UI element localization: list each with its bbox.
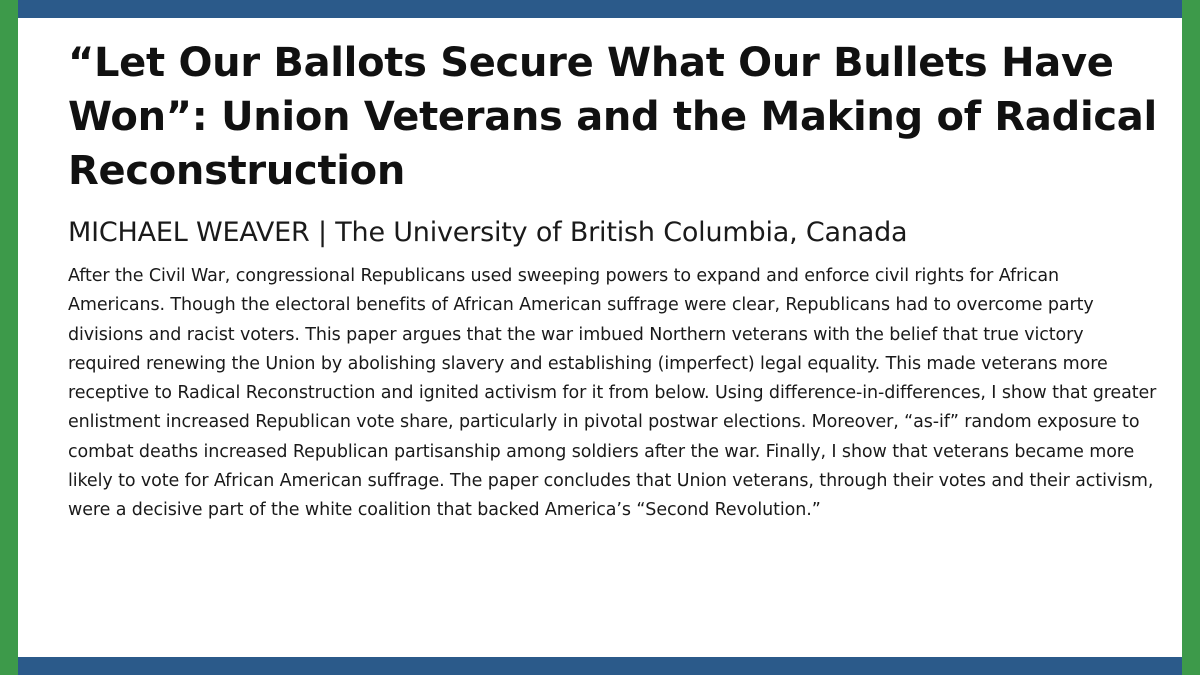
byline: [68, 215, 1158, 251]
article-title: “Let Our Ballots Secure What Our Bullets Have Won”: Union Veterans and the Making of Radical Reconstruction: [68, 40, 1157, 194]
left-border: [0, 0, 18, 675]
article-card: [68, 36, 1158, 526]
bottom-border: [18, 657, 1182, 675]
article-abstract: After the Civil War, congressional Republicans used sweeping powers to expand and enforce civil rights for African Americans. Though the electoral benefits of African American suffrage were clear, Republicans had to overcome party divisions and racist voters. This paper argues that the war imbued Northern veterans with the belief that true victory required renewing the Union by abolishing slavery and establishing (imperfect) legal equality. This made veterans more receptive to Radical Reconstruction and ignited activism for it from below. Using difference-in-differences, I show that greater enlistment increased Republican vote share, particularly in pivotal postwar elections. Moreover, “as-if” random exposure to combat deaths increased Republican partisanship among soldiers after the war. Finally, I show that veterans became more likely to vote for African American suffrage. The paper concludes that Union veterans, through their votes and their activism, were a decisive part of the white coalition that backed America’s “Second Revolution.”: [68, 266, 1157, 521]
right-border: [1182, 0, 1200, 675]
author-name: MICHAEL WEAVER: [68, 217, 310, 248]
byline-separator: |: [317, 217, 327, 248]
author-affiliation: The University of British Columbia, Canada: [335, 217, 908, 248]
top-border: [18, 0, 1182, 18]
